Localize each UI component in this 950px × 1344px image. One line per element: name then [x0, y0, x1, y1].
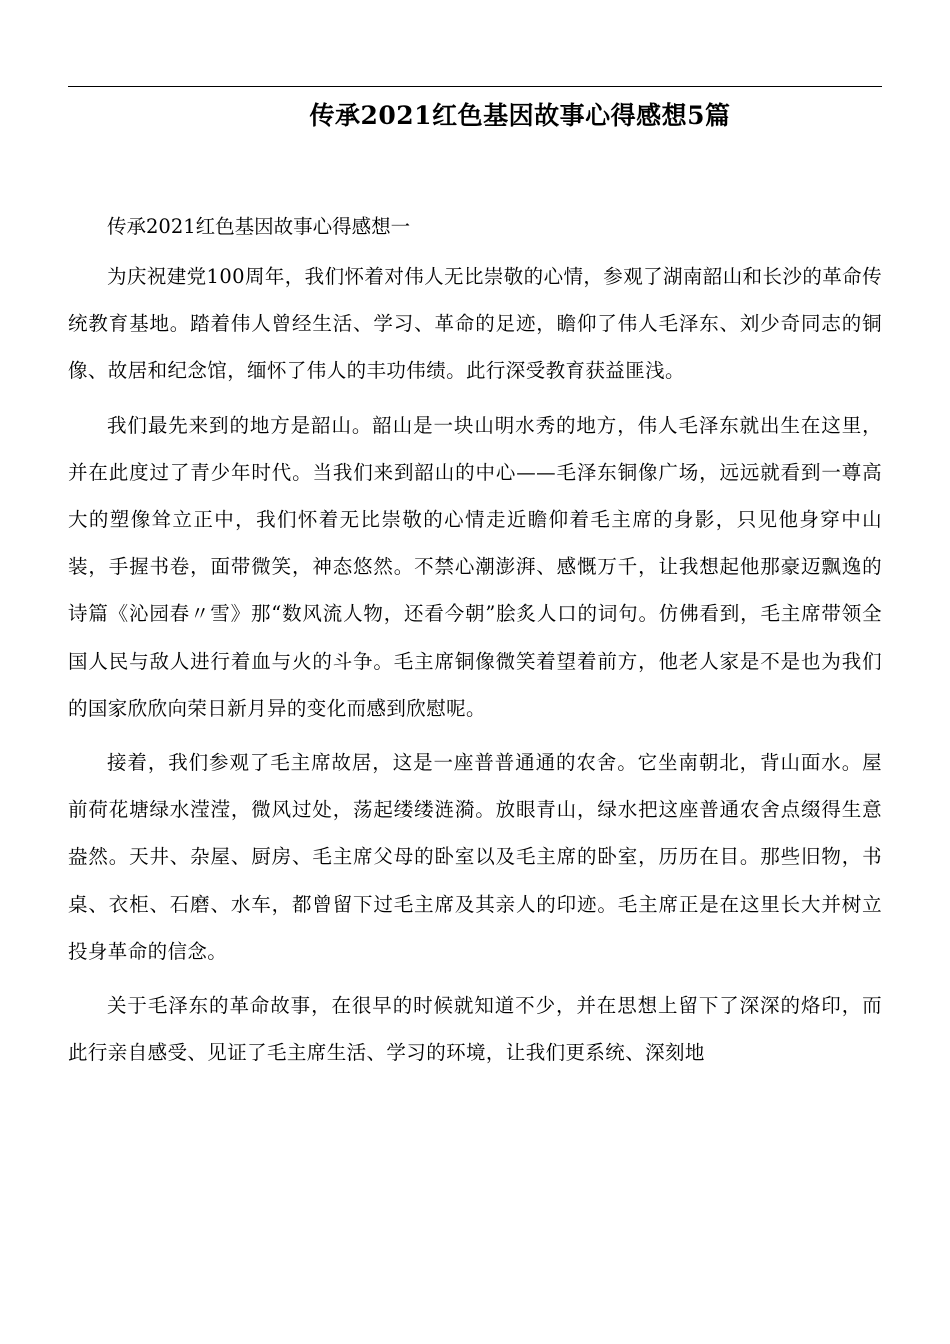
section-heading: 传承2021红色基因故事心得感想一: [107, 215, 411, 238]
header-rule: [68, 86, 882, 87]
paragraph-1: 为庆祝建党100周年，我们怀着对伟人无比崇敬的心情，参观了湖南韶山和长沙的革命传统教育基地。踏着伟人曾经生活、学习、革命的足迹，瞻仰了伟人毛泽东、刘少奇同志的铜像、故居和纪念馆，缅怀了伟人的丰功伟绩。此行深受教育获益匪浅。: [68, 265, 882, 383]
paragraph-2: 我们最先来到的地方是韶山。韶山是一块山明水秀的地方，伟人毛泽东就出生在这里，并在此度过了青少年时代。当我们来到韶山的中心——毛泽东铜像广场，远远就看到一尊高大的塑像耸立正中，我们怀着无比崇敬的心情走近瞻仰着毛主席的身影，只见他身穿中山装，手握书卷，面带微笑，神态悠然。不禁心潮澎湃、感慨万千，让我想起他那豪迈飘逸的诗篇《沁园春〃雪》那“数风流人物，还看今朝”脍炙人口的词句。仿佛看到，毛主席带领全国人民与敌人进行着血与火的斗争。毛主席铜像微笑着望着前方，他老人家是不是也为我们的国家欣欣向荣日新月异的变化而感到欣慰呢。: [68, 413, 882, 720]
document-body: [68, 208, 882, 1076]
paragraph-4: 关于毛泽东的革命故事，在很早的时候就知道不少，并在思想上留下了深深的烙印，而此行亲自感受、见证了毛主席生活、学习的环境，让我们更系统、深刻地: [68, 994, 882, 1065]
document-title: 传承2021红色基因故事心得感想5篇: [309, 101, 731, 130]
paragraph-3: 接着，我们参观了毛主席故居，这是一座普普通通的农舍。它坐南朝北，背山面水。屋前荷花塘绿水滢滢，微风过处，荡起缕缕涟漪。放眼青山，绿水把这座普通农舍点缀得生意盎然。天井、杂屋、厨房、毛主席父母的卧室以及毛主席的卧室，历历在目。那些旧物，书桌、衣柜、石磨、水车，都曾留下过毛主席及其亲人的印迹。毛主席正是在这里长大并树立投身革命的信念。: [68, 751, 882, 963]
